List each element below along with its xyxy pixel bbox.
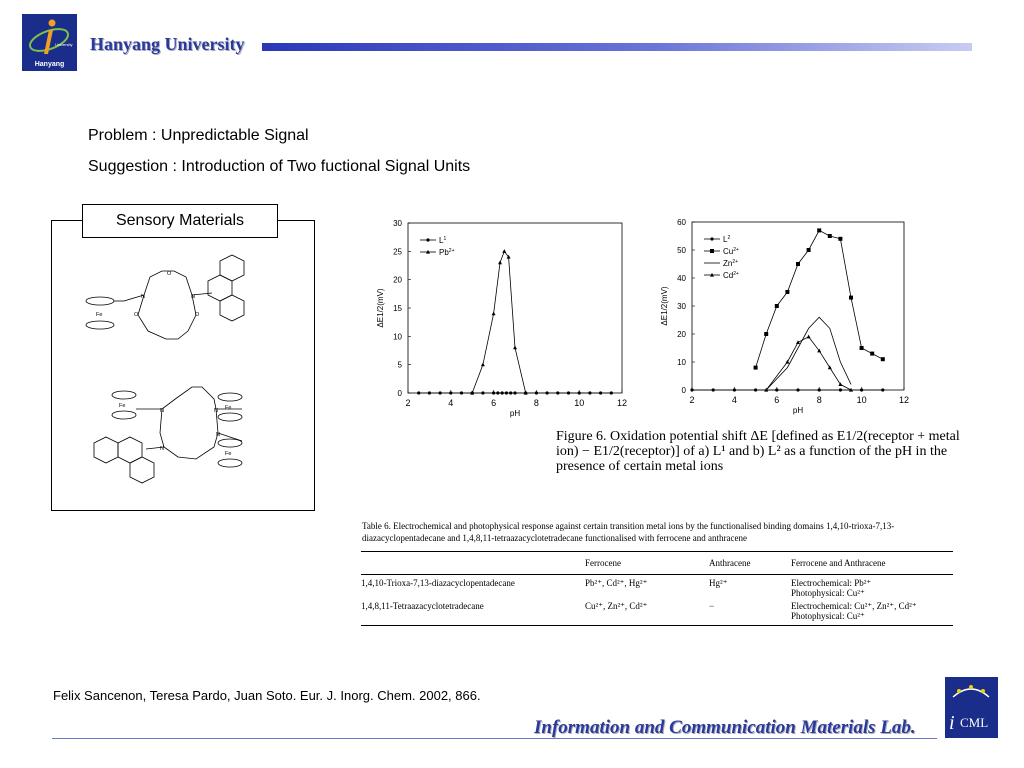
legend-label: $Cu^{2+}$ bbox=[723, 247, 739, 256]
data-point bbox=[807, 335, 811, 339]
legend-label: $Pb^{2+}$ bbox=[439, 248, 455, 257]
x-tick-label: 8 bbox=[533, 398, 539, 408]
data-point bbox=[712, 388, 715, 391]
y-tick-label: 15 bbox=[393, 304, 402, 313]
x-tick-label: 6 bbox=[491, 398, 497, 408]
table-header-cell: Ferrocene and Anthracene bbox=[791, 552, 953, 575]
data-point bbox=[509, 391, 512, 394]
data-point bbox=[860, 346, 864, 350]
data-point bbox=[796, 262, 800, 266]
x-tick-label: 2 bbox=[405, 398, 411, 408]
x-tick-label: 6 bbox=[774, 395, 780, 405]
y-tick-label: 10 bbox=[677, 358, 686, 367]
data-point bbox=[807, 248, 811, 252]
series-0 bbox=[417, 391, 613, 394]
data-point bbox=[498, 260, 502, 264]
n-label: N bbox=[141, 294, 145, 300]
y-tick-label: 30 bbox=[393, 219, 402, 228]
table-cell: Pb²⁺, Cd²⁺, Hg²⁺ bbox=[585, 578, 648, 588]
n-label: N bbox=[216, 432, 220, 438]
data-point bbox=[513, 391, 516, 394]
table-cell: Electrochemical: Cu²⁺, Zn²⁺, Cd²⁺ Photophysical: Cu²⁺ bbox=[791, 598, 953, 626]
data-point bbox=[496, 391, 499, 394]
lab-logo bbox=[945, 677, 998, 738]
data-point bbox=[849, 296, 853, 300]
series-1 bbox=[470, 249, 528, 394]
x-tick-label: 4 bbox=[731, 395, 737, 405]
data-point bbox=[818, 388, 821, 391]
data-point bbox=[513, 345, 517, 349]
table-cell: 1,4,10-Trioxa-7,13-diazacyclopentadecane bbox=[361, 578, 515, 588]
table-header-cell bbox=[361, 552, 585, 575]
data-point bbox=[492, 391, 495, 394]
data-point bbox=[535, 391, 538, 394]
data-point bbox=[449, 391, 452, 394]
data-point bbox=[428, 391, 431, 394]
data-point bbox=[775, 388, 778, 391]
x-tick-label: 12 bbox=[616, 398, 628, 408]
fe-label: Fe bbox=[96, 312, 103, 318]
table-cell: Hg²⁺ bbox=[709, 578, 728, 588]
data-point bbox=[817, 228, 821, 232]
o-label: O bbox=[195, 312, 200, 318]
data-point bbox=[881, 388, 884, 391]
data-point bbox=[775, 304, 779, 308]
x-axis-label: pH bbox=[792, 406, 804, 415]
data-point bbox=[733, 388, 736, 391]
header-bar bbox=[262, 43, 972, 51]
table-row bbox=[361, 598, 953, 626]
y-tick-label: 25 bbox=[393, 247, 402, 257]
fe-label: Fe bbox=[225, 451, 232, 457]
legend-label: $Zn^{2+}$ bbox=[723, 259, 739, 268]
lab-logo-letter: i bbox=[949, 712, 955, 734]
x-axis-label: pH bbox=[509, 409, 521, 418]
y-tick-label: 20 bbox=[677, 330, 686, 339]
sensory-materials-title: Sensory Materials bbox=[82, 204, 278, 238]
x-tick-label: 10 bbox=[856, 395, 867, 405]
data-point bbox=[460, 391, 463, 394]
x-tick-label: 12 bbox=[898, 395, 910, 405]
data-point bbox=[754, 366, 758, 370]
sensory-materials-panel bbox=[51, 220, 315, 511]
data-point bbox=[764, 332, 768, 336]
y-tick-label: 30 bbox=[677, 302, 686, 311]
x-tick-label: 2 bbox=[689, 395, 695, 405]
data-point bbox=[710, 237, 713, 240]
data-point bbox=[785, 290, 789, 294]
x-tick-label: 8 bbox=[816, 395, 822, 405]
legend-label: $Cd^{2+}$ bbox=[723, 271, 739, 280]
problem-text: Problem : Unpredictable Signal bbox=[88, 127, 309, 144]
series-2 bbox=[766, 317, 851, 390]
data-point bbox=[796, 388, 799, 391]
figure-caption: Figure 6. Oxidation potential shift ΔE [defined as E1/2(receptor + metal ion) − E1/2(receptor)] of a) L¹ and b) L² as a function of the pH in the presence of certain metal ions bbox=[556, 429, 960, 474]
table-cell: − bbox=[709, 598, 791, 626]
data-point bbox=[828, 234, 832, 238]
data-point bbox=[481, 362, 485, 366]
series-3 bbox=[764, 335, 853, 392]
suggestion-text: Suggestion : Introduction of Two fuctional Signal Units bbox=[88, 158, 471, 175]
table-header-cell: Ferrocene bbox=[585, 552, 709, 575]
series-line bbox=[472, 251, 526, 393]
y-tick-label: 60 bbox=[677, 218, 686, 227]
n-label: N bbox=[160, 446, 164, 452]
y-tick-label: 40 bbox=[677, 274, 686, 283]
data-point bbox=[502, 249, 506, 253]
series-0 bbox=[690, 388, 884, 391]
data-point bbox=[881, 357, 885, 361]
y-tick-label: 50 bbox=[677, 246, 686, 255]
n-label: N bbox=[191, 294, 195, 300]
o-label: O bbox=[167, 271, 172, 277]
series-line bbox=[766, 317, 851, 390]
citation: Felix Sancenon, Teresa Pardo, Juan Soto. Eur. J. Inorg. Chem. 2002, 866. bbox=[53, 688, 481, 703]
molecular-structures bbox=[52, 221, 314, 510]
data-point bbox=[710, 249, 714, 253]
table-header-cell: Anthracene bbox=[709, 552, 791, 575]
legend-label: $L^2$ bbox=[723, 235, 731, 244]
data-point bbox=[501, 391, 504, 394]
data-point bbox=[870, 352, 874, 356]
data-point bbox=[505, 391, 508, 394]
data-point bbox=[754, 388, 757, 391]
logo-small-text: University bbox=[55, 42, 73, 47]
fe-label: Fe bbox=[119, 403, 126, 409]
table-row bbox=[361, 575, 953, 599]
table-cell: Cu²⁺, Zn²⁺, Cd²⁺ bbox=[585, 598, 709, 626]
data-point bbox=[588, 391, 591, 394]
data-point bbox=[839, 388, 842, 391]
y-tick-label: 10 bbox=[393, 332, 402, 342]
table-header-row bbox=[361, 552, 953, 575]
series-line bbox=[766, 337, 851, 390]
data-point bbox=[567, 391, 570, 394]
data-point bbox=[785, 360, 789, 364]
data-point bbox=[439, 391, 442, 394]
university-title: Hanyang University bbox=[90, 34, 245, 54]
series-line bbox=[756, 230, 883, 367]
y-axis-label: ΔE1/2(mV) bbox=[376, 288, 385, 328]
logo-text: Hanyang bbox=[34, 61, 65, 68]
data-point bbox=[546, 391, 549, 394]
lab-name: Information and Communication Materials Lab. bbox=[534, 717, 916, 738]
y-tick-label: 5 bbox=[397, 360, 402, 370]
x-tick-label: 10 bbox=[574, 398, 585, 408]
data-point bbox=[860, 388, 863, 391]
data-point bbox=[481, 391, 484, 394]
y-tick-label: 0 bbox=[397, 389, 402, 398]
x-tick-label: 4 bbox=[448, 398, 454, 408]
data-point bbox=[417, 391, 420, 394]
data-point bbox=[599, 391, 602, 394]
series-1 bbox=[754, 228, 885, 369]
university-logo bbox=[22, 14, 77, 71]
n-label: N bbox=[214, 408, 218, 414]
footer-line bbox=[52, 738, 937, 739]
data-point bbox=[610, 391, 613, 394]
fe-label: Fe bbox=[225, 405, 232, 411]
table-caption: Table 6. Electrochemical and photophysical response against certain transition metal ions by the functionalised binding domains 1,4,10-trioxa-7,13-diazacyclopentadecane and 1,4,8,11-tetraazacyclotetradecane functionalised with ferrocene and anthracene bbox=[362, 521, 895, 543]
data-table bbox=[361, 551, 953, 626]
o-label: O bbox=[134, 312, 139, 318]
data-point bbox=[690, 388, 693, 391]
data-point bbox=[492, 311, 496, 315]
y-tick-label: 20 bbox=[393, 275, 402, 285]
data-point bbox=[578, 391, 581, 394]
y-axis-label: ΔE1/2(mV) bbox=[660, 286, 669, 326]
lab-logo-text: CML bbox=[960, 715, 989, 730]
n-label: N bbox=[160, 408, 164, 414]
data-point bbox=[426, 238, 429, 241]
chart-b bbox=[652, 214, 914, 426]
data-point bbox=[838, 237, 842, 241]
table-cell: 1,4,8,11-Tetraazacyclotetradecane bbox=[361, 598, 585, 626]
chart-a bbox=[370, 212, 632, 427]
legend-label: $L^1$ bbox=[439, 236, 447, 245]
y-tick-label: 0 bbox=[681, 386, 686, 395]
table-cell: Electrochemical: Pb²⁺ Photophysical: Cu²⁺ bbox=[791, 578, 872, 598]
data-point bbox=[556, 391, 559, 394]
